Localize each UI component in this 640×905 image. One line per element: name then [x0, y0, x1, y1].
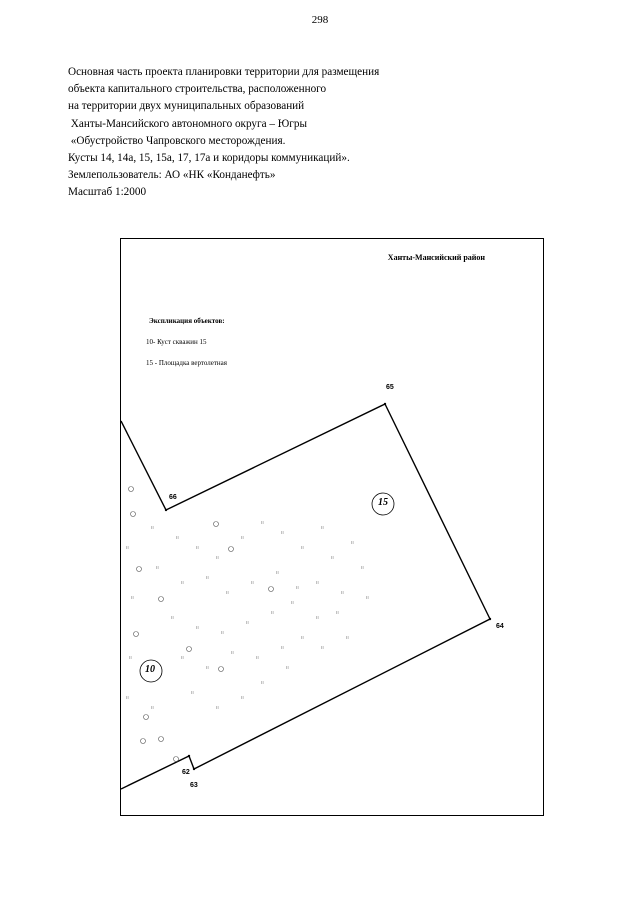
svg-text:ıı: ıı [361, 565, 364, 571]
marsh-symbols [126, 520, 369, 711]
point-marker-66 [165, 509, 167, 511]
svg-text:ıı: ıı [341, 590, 344, 596]
svg-text:ıı: ıı [346, 635, 349, 641]
header-line: на территории двух муниципальных образований [68, 100, 305, 113]
point-label-65: 65 [386, 384, 394, 391]
svg-text:ıı: ıı [216, 705, 219, 711]
point-label-64: 64 [496, 623, 504, 630]
svg-text:ıı: ıı [316, 580, 319, 586]
site-label-10: 10 [145, 664, 155, 675]
svg-text:ıı: ıı [256, 655, 259, 661]
point-marker-65 [384, 403, 386, 405]
svg-text:ıı: ıı [366, 595, 369, 601]
svg-text:ıı: ıı [351, 540, 354, 546]
point-label-62: 62 [182, 769, 190, 776]
svg-text:ıı: ıı [226, 590, 229, 596]
svg-text:ıı: ıı [176, 535, 179, 541]
point-marker-62 [188, 755, 190, 757]
svg-text:ıı: ıı [231, 650, 234, 656]
svg-text:ıı: ıı [291, 600, 294, 606]
svg-text:ıı: ıı [321, 645, 324, 651]
svg-text:ıı: ıı [271, 610, 274, 616]
svg-text:ıı: ıı [296, 585, 299, 591]
svg-text:ıı: ıı [276, 570, 279, 576]
svg-text:ıı: ıı [281, 645, 284, 651]
point-label-66: 66 [169, 494, 177, 501]
svg-text:ıı: ıı [206, 665, 209, 671]
svg-text:ıı: ıı [301, 545, 304, 551]
svg-text:ıı: ıı [126, 545, 129, 551]
legend-item: 10- Куст скважин 15 [146, 338, 207, 346]
svg-text:ıı: ıı [336, 610, 339, 616]
plot-boundary [121, 404, 490, 789]
header-line: Ханты-Мансийского автономного округа – Югры [68, 117, 307, 130]
svg-text:ıı: ıı [196, 545, 199, 551]
svg-text:ıı: ıı [321, 525, 324, 531]
svg-text:ıı: ıı [151, 525, 154, 531]
svg-text:ıı: ıı [261, 680, 264, 686]
svg-text:ıı: ıı [206, 575, 209, 581]
svg-text:ıı: ıı [129, 655, 132, 661]
svg-text:ıı: ıı [216, 555, 219, 561]
svg-text:ıı: ıı [241, 695, 244, 701]
svg-text:ıı: ıı [196, 625, 199, 631]
header-line: Основная часть проекта планировки территории для размещения [68, 66, 380, 78]
point-label-63: 63 [190, 782, 198, 789]
svg-text:ıı: ıı [171, 615, 174, 621]
svg-text:ıı: ıı [221, 630, 224, 636]
svg-text:ıı: ıı [301, 635, 304, 641]
header-line: Кусты 14, 14а, 15, 15а, 17, 17а и коридоры коммуникаций». [68, 152, 350, 165]
scale-label: Масштаб 1:2000 [68, 186, 147, 199]
svg-text:ıı: ıı [241, 535, 244, 541]
svg-text:ıı: ıı [316, 615, 319, 621]
header-line: объекта капитального строительства, расположенного [68, 83, 327, 96]
district-label: Ханты-Мансийский район [387, 253, 485, 262]
svg-text:ıı: ıı [156, 565, 159, 571]
legend-item: 15 - Площадка вертолетная [146, 359, 227, 367]
legend-title: Экспликация объектов: [149, 317, 225, 325]
site-label-15: 15 [378, 497, 388, 508]
map-frame [120, 238, 544, 816]
svg-text:ıı: ıı [251, 580, 254, 586]
document-header [68, 64, 588, 202]
header-line: Землепользователь: АО «НК «Конданефть» [68, 169, 276, 182]
svg-text:ıı: ıı [191, 690, 194, 696]
svg-text:ıı: ıı [281, 530, 284, 536]
svg-text:ıı: ıı [181, 655, 184, 661]
svg-text:ıı: ıı [286, 665, 289, 671]
point-marker-64 [489, 618, 491, 620]
svg-text:ıı: ıı [131, 595, 134, 601]
page-number: 298 [311, 14, 329, 26]
svg-text:ıı: ıı [331, 555, 334, 561]
svg-text:ıı: ıı [246, 620, 249, 626]
map-drawing [121, 239, 544, 816]
svg-text:ıı: ıı [261, 520, 264, 526]
point-marker-63 [193, 768, 195, 770]
header-line: «Обустройство Чапровского месторождения. [68, 134, 286, 147]
svg-text:ıı: ıı [181, 580, 184, 586]
svg-text:ıı: ıı [126, 695, 129, 701]
svg-text:ıı: ıı [151, 705, 154, 711]
